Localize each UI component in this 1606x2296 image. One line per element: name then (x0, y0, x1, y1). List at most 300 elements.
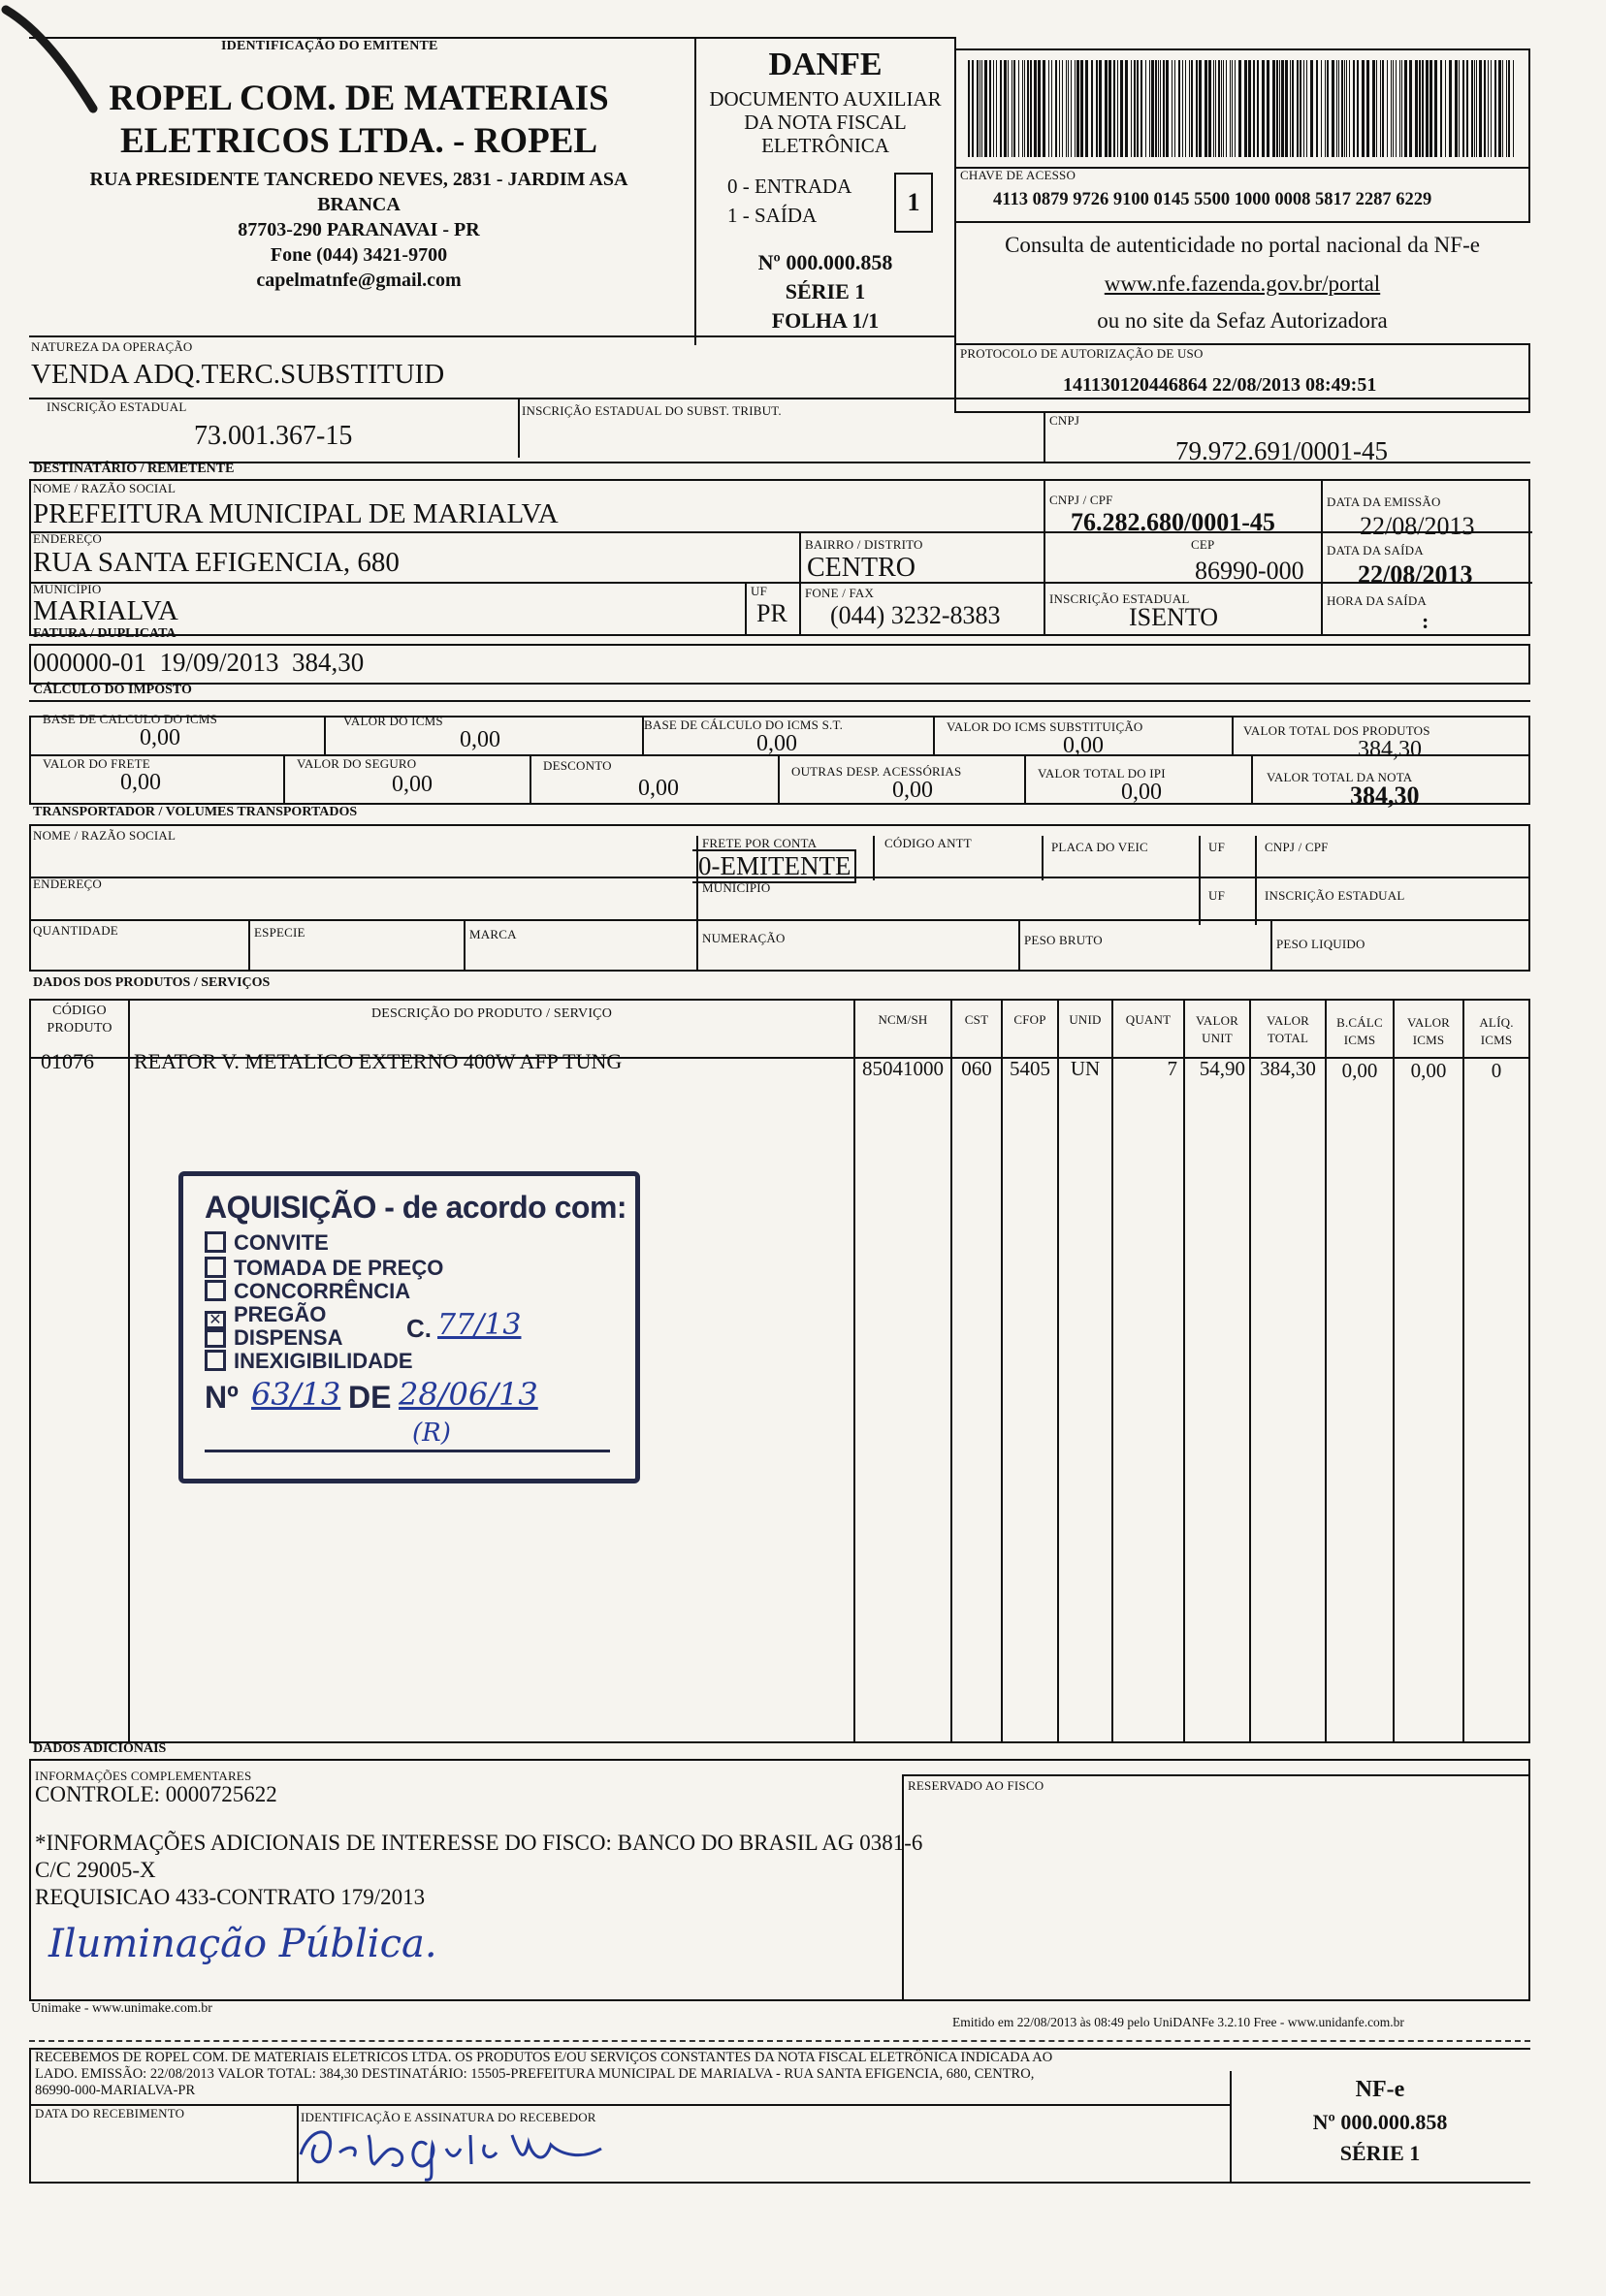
barcode-bar (1290, 60, 1291, 157)
barcode-bar (1174, 60, 1175, 157)
barcode-bar (1366, 60, 1369, 157)
natureza-value: VENDA ADQ.TERC.SUBSTITUID (31, 359, 445, 390)
canhoto-serie: SÉRIE 1 (1339, 2141, 1421, 2165)
canhoto-text-1: RECEBEMOS DE ROPEL COM. DE MATERIAIS ELETRICOS LTDA. OS PRODUTOS E/OU SERVIÇOS CONSTANTES DA NOTA FISCAL ELETRÔNICA INDICADA AO (35, 2050, 1053, 2065)
barcode-bar (1332, 60, 1334, 157)
barcode-bar (1434, 60, 1437, 157)
barcode-bar (1272, 60, 1275, 157)
dest-fone-label: FONE / FAX (805, 586, 875, 600)
prod-col-9 (1325, 999, 1327, 1743)
prod-header-vunit-1: VALOR (1195, 1013, 1239, 1028)
barcode-bar (1043, 60, 1045, 157)
canhoto-numero: Nº 000.000.858 (1312, 2110, 1448, 2134)
barcode-bar (972, 60, 974, 157)
imp-r1-col-3 (933, 716, 935, 756)
info-line-3: C/C 29005-X (35, 1858, 156, 1882)
stamp-dispensa-label: DISPENSA (234, 1325, 343, 1350)
prod-header-cst: CST (964, 1012, 989, 1027)
transp-endereco-label: ENDEREÇO (33, 877, 102, 891)
barcode-bar (1459, 60, 1460, 157)
dispensa-checkbox (205, 1326, 226, 1348)
dest-endereco-label: ENDEREÇO (33, 531, 102, 546)
stamp-pregao-label: PREGÃO (234, 1302, 327, 1326)
barcode-bar (1325, 60, 1326, 157)
barcode-bar (1189, 60, 1190, 157)
info-line-1: CONTROLE: 0000725622 (35, 1782, 277, 1806)
barcode-bar (1120, 60, 1123, 157)
canhoto-data-label: DATA DO RECEBIMENTO (35, 2106, 185, 2121)
stamp-title: AQUISIÇÃO - de acordo com: (205, 1190, 627, 1225)
barcode-bar (1059, 60, 1060, 157)
imp-seguro: 0,00 (392, 772, 433, 797)
footer-emitido: Emitido em 22/08/2013 às 08:49 pelo UniDANFe 3.2.10 Free - www.unidanfe.com.br (952, 2015, 1404, 2029)
prod-header-ncm: NCM/SH (878, 1012, 928, 1027)
transp-uf2-label: UF (1208, 888, 1226, 903)
barcode-bar (1066, 60, 1067, 157)
imp-base-icms-label: BASE DE CALCULO DO ICMS (43, 712, 218, 726)
barcode-bar (1108, 60, 1111, 157)
prod-header-codigo-1: CÓDIGO (52, 1004, 107, 1018)
dest-bairro-label: BAIRRO / DISTRITO (805, 537, 923, 552)
barcode-bar (1419, 60, 1421, 157)
prod-header-codigo (31, 1003, 128, 1037)
barcode-bar (1498, 60, 1501, 157)
barcode-bar (1391, 60, 1392, 157)
emitente-section-label: IDENTIFICAÇÃO DO EMITENTE (221, 39, 438, 53)
prod-ncm: 85041000 (862, 1057, 944, 1080)
barcode-bar (1376, 60, 1377, 157)
barcode-bar (1488, 60, 1489, 157)
prod-codigo: 01076 (41, 1049, 94, 1073)
barcode-bar (1223, 60, 1224, 157)
info-line-2: *INFORMAÇÕES ADICIONAIS DE INTERESSE DO FISCO: BANCO DO BRASIL AG 0381-6 (35, 1831, 923, 1855)
barcode-bar (989, 60, 991, 157)
barcode-bar (1208, 60, 1211, 157)
barcode-bar (1404, 60, 1407, 157)
imp-outras-label: OUTRAS DESP. ACESSÓRIAS (791, 764, 962, 779)
stamp-tomada (205, 1256, 443, 1281)
stamp-num-hand: 63/13 (251, 1376, 341, 1413)
barcode-bar (1327, 60, 1329, 157)
prod-vicms: 0,00 (1410, 1059, 1447, 1082)
destinatario-section-label: DESTINATÁRIO / REMETENTE (33, 462, 235, 476)
destinatario-top-line (29, 462, 1530, 463)
inscricao-divider-2 (1044, 411, 1045, 462)
prod-descricao: REATOR V. METALICO EXTERNO 400W AFP TUNG (134, 1049, 623, 1073)
dest-hora: : (1422, 609, 1429, 633)
barcode-bar (968, 60, 970, 157)
prod-header-codigo-2: PRODUTO (47, 1021, 112, 1036)
danfe-subtitle-3: ELETRÔNICA (761, 134, 889, 157)
barcode-bar (1484, 60, 1486, 157)
prod-header-vtotal-1: VALOR (1266, 1013, 1310, 1028)
stamp-tomada-label: TOMADA DE PREÇO (234, 1256, 444, 1280)
concorrencia-checkbox (205, 1280, 226, 1301)
fatura-section-label: FATURA / DUPLICATA (33, 626, 177, 641)
barcode-bar (1474, 60, 1475, 157)
barcode-bar (1285, 60, 1288, 157)
footer-software: Unimake - www.unimake.com.br (31, 2001, 212, 2016)
danfe-tipo-box: 1 (894, 173, 933, 233)
stamp-de-label: DE (348, 1380, 392, 1415)
barcode-bar (1158, 60, 1159, 157)
barcode-bar (1445, 60, 1446, 157)
imp-total-prod-label: VALOR TOTAL DOS PRODUTOS (1243, 723, 1430, 738)
danfe-subtitle (694, 87, 956, 157)
prod-col-11 (1462, 999, 1464, 1743)
emitente-phone: Fone (044) 3421-9700 (270, 244, 448, 266)
barcode-bar (1310, 60, 1313, 157)
imp-seguro-label: VALOR DO SEGURO (297, 756, 417, 771)
dest-uf-label: UF (751, 584, 768, 598)
prod-header-vunit-2: UNIT (1202, 1031, 1233, 1045)
inscricao-label: INSCRIÇÃO ESTADUAL (47, 399, 187, 414)
transp-cnpj-label: CNPJ / CPF (1265, 840, 1329, 854)
prod-header-aliq (1464, 1014, 1528, 1049)
dest-municipio: MARIALVA (33, 595, 178, 626)
barcode-bar (1062, 60, 1063, 157)
canhoto-text (35, 2050, 1052, 2099)
barcode-bar (1300, 60, 1301, 157)
danfe-subtitle-1: DOCUMENTO AUXILIAR (709, 87, 942, 111)
barcode-bar (1076, 60, 1079, 157)
prod-col-5 (1057, 999, 1059, 1743)
barcode-bar (1429, 60, 1432, 157)
barcode-bar (1226, 60, 1227, 157)
canhoto-text-3: 86990-000-MARIALVA-PR (35, 2083, 196, 2098)
barcode-image (968, 60, 1517, 157)
barcode-bar (1393, 60, 1394, 157)
barcode-bar (1316, 60, 1318, 157)
transp-col-especie (248, 919, 250, 972)
dest-cep: 86990-000 (1195, 557, 1304, 585)
transp-col-peso-liq (1270, 919, 1272, 972)
emitente-city: 87703-290 PARANAVAI - PR (238, 219, 480, 240)
dest-row-line-2 (29, 582, 1532, 584)
barcode-bar (1244, 60, 1247, 157)
dest-cnpj: 76.282.680/0001-45 (1071, 508, 1275, 536)
barcode-bar (1027, 60, 1029, 157)
imp-r2-col-1 (283, 754, 285, 805)
cut-line (29, 2040, 1530, 2042)
barcode-bar (1091, 60, 1093, 157)
transp-col-cnpj (1255, 836, 1257, 925)
imposto-top-line (29, 700, 1530, 702)
transp-nome-label: NOME / RAZÃO SOCIAL (33, 828, 177, 843)
stamp-dispensa (205, 1325, 342, 1351)
prod-cst: 060 (961, 1057, 992, 1080)
dest-fone: (044) 3232-8383 (830, 601, 1001, 629)
barcode-bar (1399, 60, 1400, 157)
produtos-section-label: DADOS DOS PRODUTOS / SERVIÇOS (33, 975, 271, 990)
transp-antt-label: CÓDIGO ANTT (884, 836, 972, 850)
stamp-date-hand: 28/06/13 (399, 1376, 538, 1413)
prod-header-bcalc-2: ICMS (1343, 1033, 1376, 1047)
barcode-bar (996, 60, 997, 157)
prod-unid: UN (1070, 1057, 1101, 1080)
barcode-bar (1341, 60, 1343, 157)
barcode-bar (1008, 60, 1009, 157)
barcode-bar (1048, 60, 1049, 157)
imp-r2-col-2 (530, 754, 531, 805)
dest-col-bairro (799, 531, 801, 636)
imp-r2-col-4 (1024, 754, 1026, 805)
emitente-address-line1: RUA PRESIDENTE TANCREDO NEVES, 2831 - JARDIM ASA (89, 169, 628, 190)
barcode-bar (1281, 60, 1284, 157)
transp-col-placa (1042, 836, 1044, 880)
prod-bcalc: 0,00 (1341, 1059, 1378, 1082)
dest-emissao: 22/08/2013 (1360, 512, 1475, 540)
imp-total-nota: 384,30 (1350, 781, 1420, 810)
imp-base-st: 0,00 (756, 731, 797, 756)
barcode-bar (1140, 60, 1142, 157)
barcode-bar (1160, 60, 1161, 157)
dest-ie-label: INSCRIÇÃO ESTADUAL (1049, 591, 1190, 606)
barcode-bar (1051, 60, 1052, 157)
barcode-bar (1353, 60, 1355, 157)
barcode-bar (1306, 60, 1307, 157)
barcode-bar (1131, 60, 1132, 157)
imp-ipi-label: VALOR TOTAL DO IPI (1038, 766, 1166, 781)
consulta-text-2: ou no site da Sefaz Autorizadora (1097, 308, 1388, 333)
dest-cnpj-label: CNPJ / CPF (1049, 493, 1113, 507)
imp-base-st-label: BASE DE CÁLCULO DO ICMS S.T. (644, 718, 844, 732)
canhoto-text-2: LADO. EMISSÃO: 22/08/2013 VALOR TOTAL: 384,30 DESTINATÁRIO: 15505-PREFEITURA MUNICIPAL DE MARIALVA - RUA SANTA EFIGENCIA, 680, CENTRO, (35, 2066, 1035, 2082)
barcode-bar (1346, 60, 1347, 157)
dest-endereco: RUA SANTA EFIGENCIA, 680 (33, 547, 400, 578)
prod-col-10 (1393, 999, 1395, 1743)
emitente-cnpj-value: 79.972.691/0001-45 (1175, 436, 1388, 465)
transporte-section-label: TRANSPORTADOR / VOLUMES TRANSPORTADOS (33, 805, 358, 819)
canhoto-signature (291, 2116, 659, 2187)
emitente-cnpj-label: CNPJ (1049, 413, 1080, 428)
prod-header-aliq-2: ICMS (1480, 1033, 1513, 1047)
barcode-bar (1221, 60, 1222, 157)
stamp-convite-label: CONVITE (234, 1230, 329, 1255)
barcode-bar (1338, 60, 1339, 157)
imp-valor-icms: 0,00 (460, 727, 500, 752)
convite-checkbox (205, 1231, 226, 1253)
barcode-bar (1471, 60, 1473, 157)
dest-nome-label: NOME / RAZÃO SOCIAL (33, 481, 177, 495)
transp-frete-label: FRETE POR CONTA (702, 836, 818, 850)
prod-col-1 (128, 999, 130, 1743)
barcode-bar (1213, 60, 1214, 157)
prod-aliq: 0 (1491, 1059, 1502, 1082)
barcode-bar (1232, 60, 1233, 157)
dest-col-cnpj (1044, 479, 1045, 636)
imp-frete: 0,00 (120, 770, 161, 795)
transp-uf-label: UF (1208, 840, 1226, 854)
barcode-bar (1387, 60, 1388, 157)
barcode-bar (1382, 60, 1384, 157)
barcode-bar (1182, 60, 1183, 157)
prod-header-bcalc (1327, 1014, 1393, 1049)
barcode-bar (1336, 60, 1337, 157)
dest-emissao-label: DATA DA EMISSÃO (1327, 494, 1441, 509)
barcode-bar (1134, 60, 1136, 157)
prod-col-2 (853, 999, 855, 1743)
tomada-checkbox (205, 1257, 226, 1278)
barcode-bar (1113, 60, 1115, 157)
dest-nome: PREFEITURA MUNICIPAL DE MARIALVA (33, 498, 559, 529)
barcode-bar (1080, 60, 1083, 157)
barcode-bar (1191, 60, 1193, 157)
prod-header-descricao: DESCRIÇÃO DO PRODUTO / SERVIÇO (370, 1006, 613, 1021)
prod-col-6 (1111, 999, 1113, 1743)
barcode-bar (1204, 60, 1207, 157)
barcode-bar (1071, 60, 1072, 157)
barcode-bar (1372, 60, 1375, 157)
transp-especie-label: ESPECIE (254, 925, 305, 940)
dest-bairro: CENTRO (807, 553, 915, 583)
barcode-bar (1038, 60, 1041, 157)
barcode-bar (1415, 60, 1418, 157)
protocolo-value: 141130120446864 22/08/2013 08:49:51 (1063, 374, 1377, 396)
prod-header-cfop: CFOP (1013, 1012, 1046, 1027)
dest-saida-label: DATA DA SAÍDA (1327, 543, 1424, 558)
transp-col-peso (1018, 919, 1020, 972)
dest-ie: ISENTO (1129, 603, 1218, 631)
barcode-bar (1479, 60, 1482, 157)
emitente-details (39, 167, 679, 293)
adicionais-divider (902, 1774, 904, 2001)
barcode-bar (1455, 60, 1458, 157)
barcode-bar (1075, 60, 1076, 157)
natureza-label: NATUREZA DA OPERAÇÃO (31, 339, 193, 354)
transp-peso-liquido-label: PESO LIQUIDO (1276, 937, 1365, 951)
barcode-bar (1491, 60, 1492, 157)
stamp-pregao-c: C. (406, 1314, 432, 1343)
danfe-serie: SÉRIE 1 (785, 279, 866, 303)
emitente-name-line1: ROPEL COM. DE MATERIAIS (109, 79, 609, 118)
info-complementares-label: INFORMAÇÕES COMPLEMENTARES (35, 1769, 252, 1783)
barcode-bar (1096, 60, 1098, 157)
prod-col-4 (1001, 999, 1003, 1743)
barcode-bar (1117, 60, 1118, 157)
barcode-bar (1476, 60, 1477, 157)
protocolo-label: PROTOCOLO DE AUTORIZAÇÃO DE USO (960, 346, 1204, 361)
barcode-bar (1199, 60, 1202, 157)
barcode-bar (1380, 60, 1381, 157)
barcode-bar (1022, 60, 1023, 157)
barcode-bar (1137, 60, 1139, 157)
inscricao-value: 73.001.367-15 (194, 421, 353, 451)
dest-hora-label: HORA DA SAÍDA (1327, 593, 1428, 608)
barcode-bar (1000, 60, 1002, 157)
prod-header-aliq-1: ALÍQ. (1479, 1015, 1514, 1030)
transp-col-marca (464, 919, 466, 972)
stamp-concorrencia-label: CONCORRÊNCIA (234, 1279, 411, 1303)
chave-label: CHAVE DE ACESSO (960, 168, 1076, 182)
barcode-bar (1085, 60, 1088, 157)
barcode-bar (1494, 60, 1496, 157)
imp-total-nota-label: VALOR TOTAL DA NOTA (1267, 770, 1413, 784)
barcode-bar (1357, 60, 1359, 157)
barcode-bar (1462, 60, 1464, 157)
barcode-bar (1196, 60, 1198, 157)
imp-outras: 0,00 (892, 778, 933, 803)
info-line-4: REQUISICAO 433-CONTRATO 179/2013 (35, 1885, 426, 1909)
barcode-bar (1253, 60, 1255, 157)
barcode-bar (1279, 60, 1280, 157)
imp-ipi: 0,00 (1121, 780, 1162, 805)
dest-municipio-label: MUNICÍPIO (33, 582, 102, 596)
barcode-bar (1506, 60, 1507, 157)
barcode-bar (1185, 60, 1186, 157)
prod-cfop: 5405 (1010, 1057, 1050, 1080)
prod-header-unid: UNID (1069, 1012, 1102, 1027)
imp-r2-col-5 (1251, 754, 1253, 805)
barcode-bar (1396, 60, 1397, 157)
stamp-inexigibilidade (205, 1349, 413, 1374)
prod-col-3 (950, 999, 952, 1743)
imp-r1-col-1 (324, 716, 326, 756)
recipient-signature-icon (291, 2116, 659, 2184)
inscricao-top-line (29, 398, 1530, 399)
imp-valor-st: 0,00 (1063, 733, 1104, 758)
emitente-name-line2: ELETRICOS LTDA. - ROPEL (119, 121, 598, 161)
barcode-bar (1235, 60, 1236, 157)
consulta-link[interactable]: www.nfe.fazenda.gov.br/portal (1104, 271, 1381, 296)
barcode-bar (1292, 60, 1294, 157)
danfe-numero: Nº 000.000.858 (757, 250, 893, 274)
barcode-bar (977, 60, 979, 157)
barcode-bar (1030, 60, 1032, 157)
prod-header-vtotal-2: TOTAL (1267, 1031, 1309, 1045)
barcode-bar (1099, 60, 1102, 157)
stamp-concorrencia (205, 1279, 410, 1304)
stamp-inexigibilidade-label: INEXIGIBILIDADE (234, 1349, 413, 1373)
dest-saida: 22/08/2013 (1358, 560, 1473, 589)
transp-col-antt (873, 836, 875, 880)
barcode-bar (1055, 60, 1057, 157)
barcode-bar (1409, 60, 1412, 157)
barcode-bar (1024, 60, 1025, 157)
danfe-subtitle-2: DA NOTA FISCAL (744, 111, 907, 134)
prod-header-bcalc-1: B.CÁLC (1336, 1015, 1383, 1030)
barcode-bar (1215, 60, 1216, 157)
prod-header-vtotal (1251, 1012, 1325, 1047)
barcode-bar (1149, 60, 1150, 157)
barcode-bar (1166, 60, 1169, 157)
barcode-bar (1262, 60, 1265, 157)
barcode-bar (1034, 60, 1037, 157)
barcode-bar (1502, 60, 1503, 157)
natureza-top-line (29, 335, 956, 337)
adicionais-section-label: DADOS ADICIONAIS (33, 1741, 167, 1756)
barcode-bar (1163, 60, 1165, 157)
transp-peso-bruto-label: PESO BRUTO (1024, 933, 1103, 947)
barcode-bar (1349, 60, 1350, 157)
barcode-bar (1013, 60, 1015, 157)
transp-marca-label: MARCA (469, 927, 517, 941)
dest-cep-label: CEP (1191, 537, 1215, 552)
barcode-bar (1151, 60, 1154, 157)
barcode-bar (1362, 60, 1365, 157)
chave-value: 4113 0879 9726 9100 0145 5500 1000 0008 5817 2287 6229 (993, 190, 1432, 209)
transp-row-line-2 (29, 919, 1530, 921)
imp-frete-label: VALOR DO FRETE (43, 756, 150, 771)
pregao-checkbox-checked: ✕ (205, 1311, 226, 1332)
prod-header-vicms (1395, 1014, 1462, 1049)
barcode-bar (1105, 60, 1108, 157)
barcode-bar (1145, 60, 1146, 157)
barcode-bar (984, 60, 987, 157)
dest-row-line-1 (29, 531, 1532, 533)
transp-ie-label: INSCRIÇÃO ESTADUAL (1265, 888, 1405, 903)
prod-header-vicms-1: VALOR (1406, 1015, 1451, 1030)
